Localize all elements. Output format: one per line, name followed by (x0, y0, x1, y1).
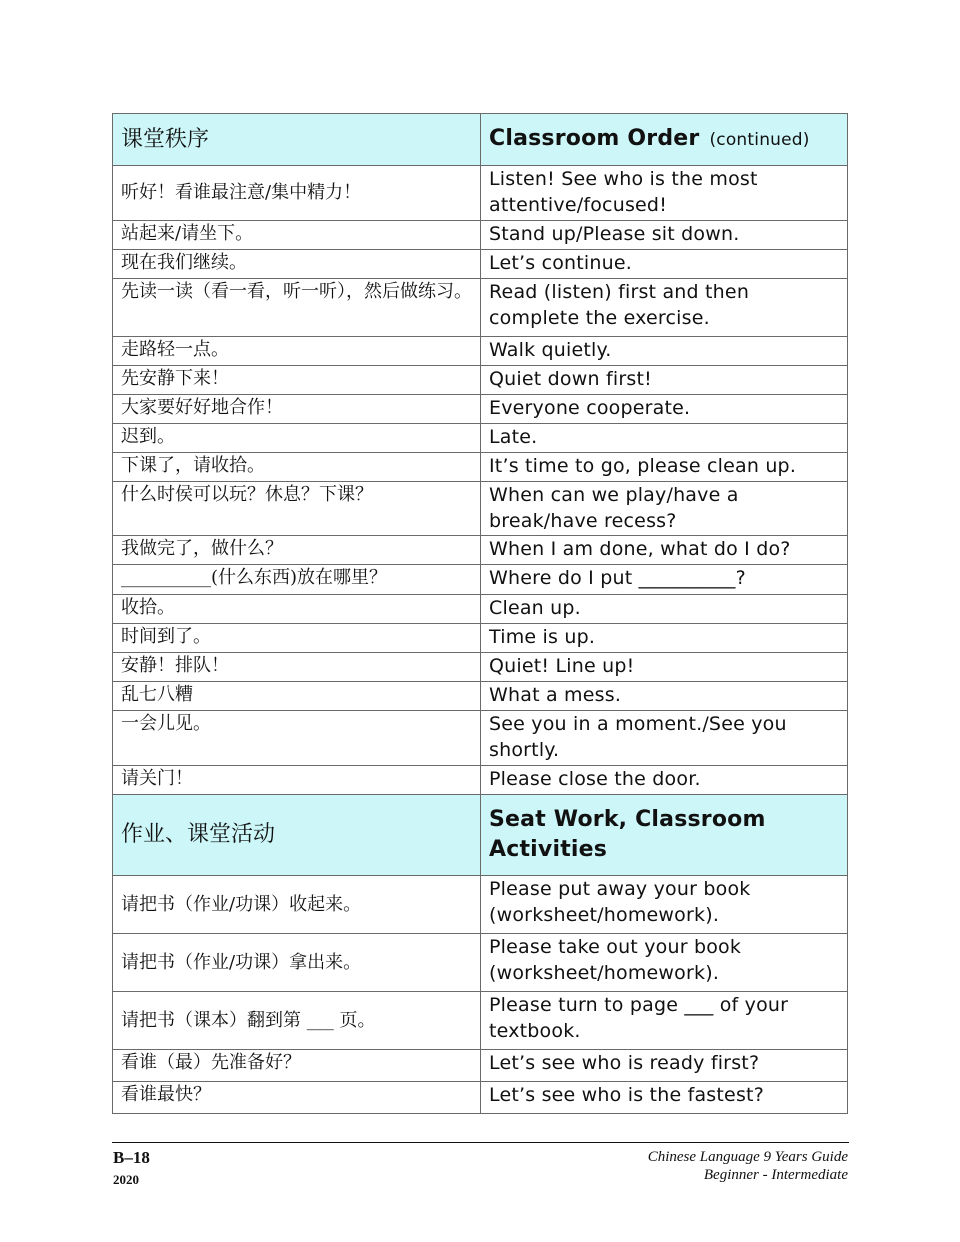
phrase-en: What a mess. (481, 682, 848, 711)
phrase-table (112, 113, 848, 1114)
phrase-en: Let’s see who is the fastest? (481, 1082, 848, 1114)
table-row (113, 424, 848, 453)
phrase-en: Listen! See who is the most attentive/focused! (481, 166, 848, 221)
phrase-zh: 走路轻一点。 (113, 337, 481, 366)
phrase-zh: 什么时侯可以玩？休息？下课？ (113, 482, 481, 536)
table-row (113, 653, 848, 682)
table-row (113, 395, 848, 424)
phrase-zh: 迟到。 (113, 424, 481, 453)
table-row (113, 1050, 848, 1082)
table-row (113, 595, 848, 624)
footer-year: 2020 (113, 1172, 139, 1187)
section-title-en: Seat Work, Classroom Activities (481, 795, 848, 876)
section-title-zh: 课堂秩序 (113, 114, 481, 166)
phrase-en: Please turn to page ___ of your textbook. (481, 992, 848, 1050)
phrase-zh: 收拾。 (113, 595, 481, 624)
phrase-en: Where do I put __________? (481, 565, 848, 595)
phrase-zh: 先读一读（看一看，听一听），然后做练习。 (113, 279, 481, 337)
continued-note: (continued) (709, 130, 810, 150)
phrase-zh: __________(什么东西)放在哪里？ (113, 565, 481, 595)
phrase-zh: 我做完了，做什么？ (113, 536, 481, 565)
document-subtitle: Beginner - Intermediate (703, 1167, 848, 1183)
phrase-zh: 请把书（作业/功课）拿出来。 (113, 934, 481, 992)
section-title-en-text: Classroom Order (489, 126, 700, 151)
phrase-zh: 听好！看谁最注意/集中精力！ (113, 166, 481, 221)
table-row (113, 482, 848, 536)
table-row (113, 1082, 848, 1114)
table-row (113, 992, 848, 1050)
phrase-en: Please put away your book (worksheet/homework). (481, 876, 848, 934)
phrase-zh: 请把书（作业/功课）收起来。 (113, 876, 481, 934)
table-row (113, 711, 848, 766)
phrase-en: See you in a moment./See you shortly. (481, 711, 848, 766)
phrase-en: When I am done, what do I do? (481, 536, 848, 565)
phrase-en: Let’s see who is ready first? (481, 1050, 848, 1082)
document-title: Chinese Language 9 Years Guide (647, 1149, 848, 1165)
phrase-en: It’s time to go, please clean up. (481, 453, 848, 482)
table-row (113, 536, 848, 565)
phrase-zh: 一会儿见。 (113, 711, 481, 766)
phrase-en: Quiet down first! (481, 366, 848, 395)
table-row (113, 766, 848, 795)
phrase-en: Walk quietly. (481, 337, 848, 366)
phrase-en: When can we play/have a break/have recess? (481, 482, 848, 536)
phrase-zh: 下课了，请收拾。 (113, 453, 481, 482)
table-row (113, 876, 848, 934)
section-title-zh: 作业、课堂活动 (113, 795, 481, 876)
phrase-en: Stand up/Please sit down. (481, 221, 848, 250)
phrase-zh: 安静！排队！ (113, 653, 481, 682)
phrase-zh: 时间到了。 (113, 624, 481, 653)
phrase-zh: 先安静下来！ (113, 366, 481, 395)
section-title-en (481, 114, 848, 166)
page-number: B–18 (113, 1148, 150, 1167)
phrase-zh: 现在我们继续。 (113, 250, 481, 279)
table-row (113, 565, 848, 595)
phrase-en: Read (listen) first and then complete the exercise. (481, 279, 848, 337)
phrase-zh: 看谁（最）先准备好？ (113, 1050, 481, 1082)
phrase-en: Late. (481, 424, 848, 453)
table-row (113, 934, 848, 992)
table-row (113, 453, 848, 482)
phrase-en: Please take out your book (worksheet/homework). (481, 934, 848, 992)
section-header-seat-work (113, 795, 848, 876)
phrase-en: Let’s continue. (481, 250, 848, 279)
phrase-en: Time is up. (481, 624, 848, 653)
table-row (113, 624, 848, 653)
phrase-zh: 站起来/请坐下。 (113, 221, 481, 250)
phrase-en: Everyone cooperate. (481, 395, 848, 424)
footer-left (113, 1148, 150, 1190)
table-row (113, 221, 848, 250)
phrase-en: Quiet! Line up! (481, 653, 848, 682)
phrase-zh: 乱七八糟 (113, 682, 481, 711)
phrase-zh: 请关门！ (113, 766, 481, 795)
phrase-zh: 大家要好好地合作！ (113, 395, 481, 424)
phrase-zh: 看谁最快？ (113, 1082, 481, 1114)
section-header-classroom-order (113, 114, 848, 166)
table-row (113, 366, 848, 395)
table-row (113, 250, 848, 279)
table-row (113, 337, 848, 366)
footer-divider (112, 1142, 849, 1143)
phrase-en: Clean up. (481, 595, 848, 624)
table-row (113, 279, 848, 337)
table-row (113, 682, 848, 711)
table-row (113, 166, 848, 221)
phrase-en: Please close the door. (481, 766, 848, 795)
footer-right (648, 1148, 848, 1184)
phrase-zh: 请把书（课本）翻到第 ___ 页。 (113, 992, 481, 1050)
